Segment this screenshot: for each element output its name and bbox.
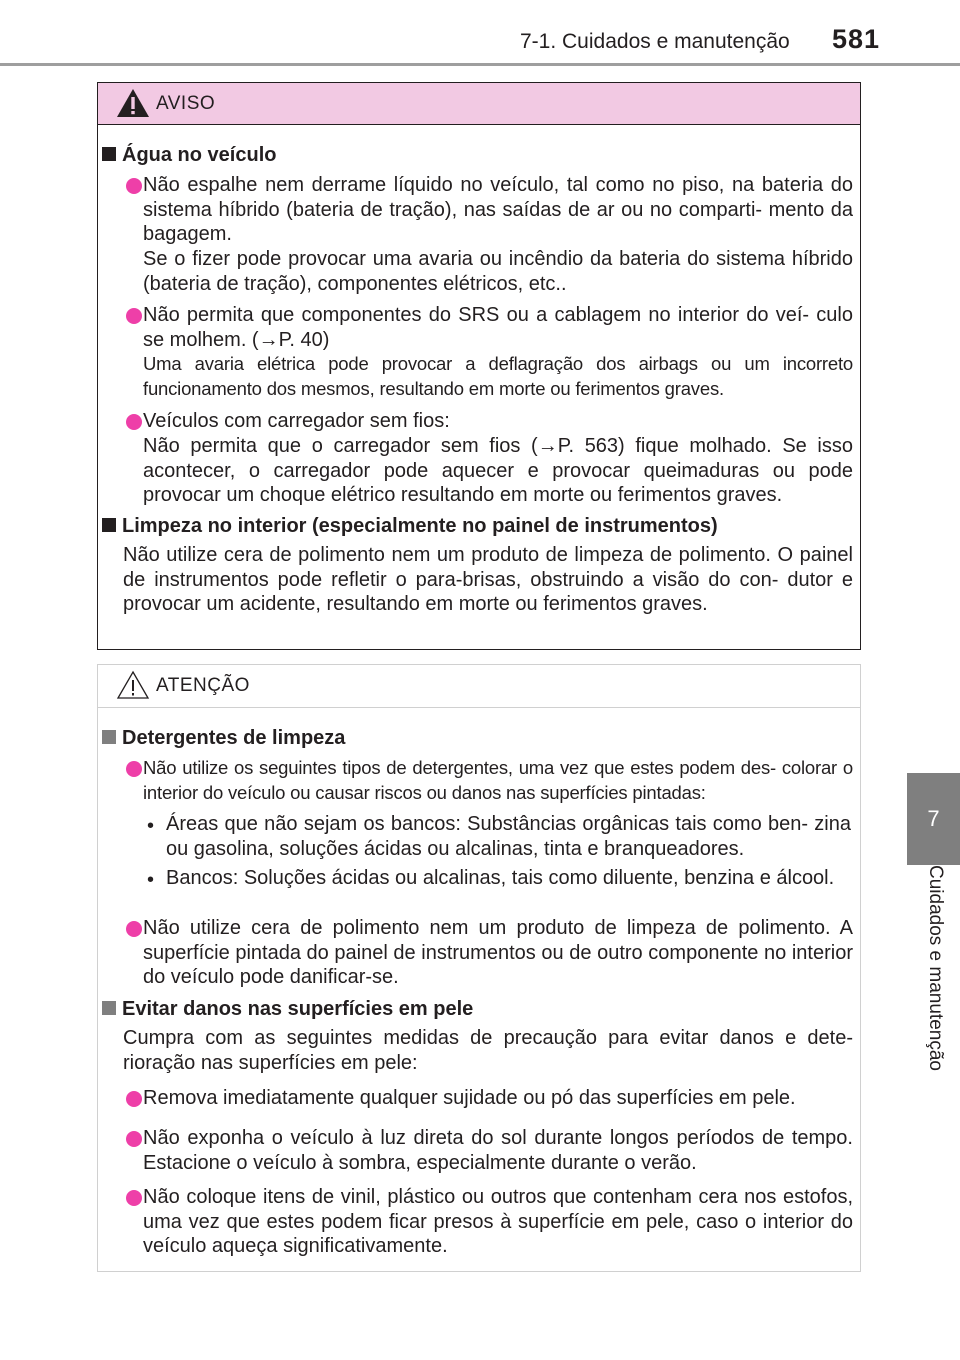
round-bullet-icon [126, 761, 142, 777]
section-title: 7-1. Cuidados e manutenção [520, 30, 790, 53]
chapter-tab-number[interactable]: 7 [907, 773, 960, 865]
bullet-text: Não espalhe nem derrame líquido no veículo, tal como no piso, na bateria do sistema híbrido (bateria de tração), nas saídas de ar ou no comparti- mento da bagagem. [143, 174, 853, 246]
square-bullet-icon [102, 147, 116, 161]
bullet-text: Não exponha o veículo à luz direta do sol durante longos períodos de tempo. Estacione o veículo à sombra, especialmente durante o verão. [143, 1127, 853, 1174]
caution-triangle-icon [116, 670, 150, 700]
round-bullet-icon [126, 1131, 142, 1147]
section-heading: Água no veículo [102, 143, 276, 167]
round-bullet-icon [126, 1190, 142, 1206]
sub-bullet-text: Áreas que não sejam os bancos: Substâncias orgânicas tais como ben- zina ou gasolina, soluções ácidas ou alcalinas, tinta e branqueadores. [166, 813, 851, 860]
bullet-text: Não coloque itens de vinil, plástico ou outros que contenham cera nos estofos, uma vez que estes podem ficar presos à superfície em pele, caso o interior do veículo aqueça significativamente. [143, 1186, 853, 1258]
caution-box [97, 664, 861, 1272]
warning-box-label: AVISO [156, 93, 216, 114]
warning-box-header [98, 83, 860, 125]
round-bullet-icon [126, 414, 142, 430]
chapter-tab-title [907, 865, 960, 1100]
section-text: Não utilize cera de polimento nem um produto de limpeza de polimento. O painel de instrumentos pode refletir o para-brisas, obstruindo a visão do con- dutor e provocar um acidente, resultando em morte ou ferimentos graves. [123, 544, 853, 616]
bullet-text: Não utilize os seguintes tipos de detergentes, uma vez que estes podem des- colorar o interior do veículo ou causar riscos ou danos nas superfícies pintadas: [143, 757, 853, 803]
caution-box-header [98, 665, 860, 708]
warning-box [97, 82, 861, 650]
bullet-text: Não utilize cera de polimento nem um produto de limpeza de polimento. A superfície pintada do painel de instrumentos ou de outro componente no interior do veículo pode danificar-se. [143, 917, 853, 989]
bullet-text-cont: Se o fizer pode provocar uma avaria ou incêndio da bateria do sistema híbrido (bateria de tração), componentes elétricos, etc.. [143, 248, 853, 295]
sub-bullet-text: Bancos: Soluções ácidas ou alcalinas, tais como diluente, benzina e álcool. [166, 867, 835, 889]
chapter-tab-label: Cuidados e manutenção [925, 865, 946, 1071]
page-number: 581 [832, 24, 881, 54]
header-divider [0, 63, 960, 66]
sub-bullet-icon: • [147, 815, 155, 837]
sub-bullet-icon: • [147, 869, 155, 891]
round-bullet-icon [126, 921, 142, 937]
round-bullet-icon [126, 178, 142, 194]
caution-box-label: ATENÇÃO [156, 675, 250, 696]
page-header [0, 0, 960, 64]
square-bullet-icon [102, 518, 116, 532]
bullet-text: Não permita que componentes do SRS ou a cablagem no interior do veí- culo se molhem. (→P. 40) [143, 304, 853, 351]
bullet-text: Remova imediatamente qualquer sujidade ou pó das superfícies em pele. [143, 1087, 796, 1109]
round-bullet-icon [126, 1091, 142, 1107]
bullet-text-cont: Não permita que o carregador sem fios (→P. 563) fique molhado. Se isso acontecer, o carregador pode aquecer e provocar queimaduras ou pode provocar um choque elétrico resultando em morte ou ferimentos graves. [143, 435, 853, 507]
warning-triangle-icon [116, 88, 150, 118]
section-text: Cumpra com as seguintes medidas de precaução para evitar danos e dete- rioração nas superfícies em pele: [123, 1027, 853, 1074]
round-bullet-icon [126, 308, 142, 324]
square-bullet-icon [102, 730, 116, 744]
section-heading: Limpeza no interior (especialmente no painel de instrumentos) [102, 514, 718, 538]
section-heading: Detergentes de limpeza [102, 726, 345, 750]
bullet-text: Veículos com carregador sem fios: [143, 410, 450, 432]
section-heading: Evitar danos nas superfícies em pele [102, 997, 473, 1021]
bullet-text-cont: Uma avaria elétrica pode provocar a deflagração dos airbags ou um incorreto funcionamento dos mesmos, resultando em morte ou ferimentos graves. [143, 353, 853, 399]
square-bullet-icon [102, 1001, 116, 1015]
